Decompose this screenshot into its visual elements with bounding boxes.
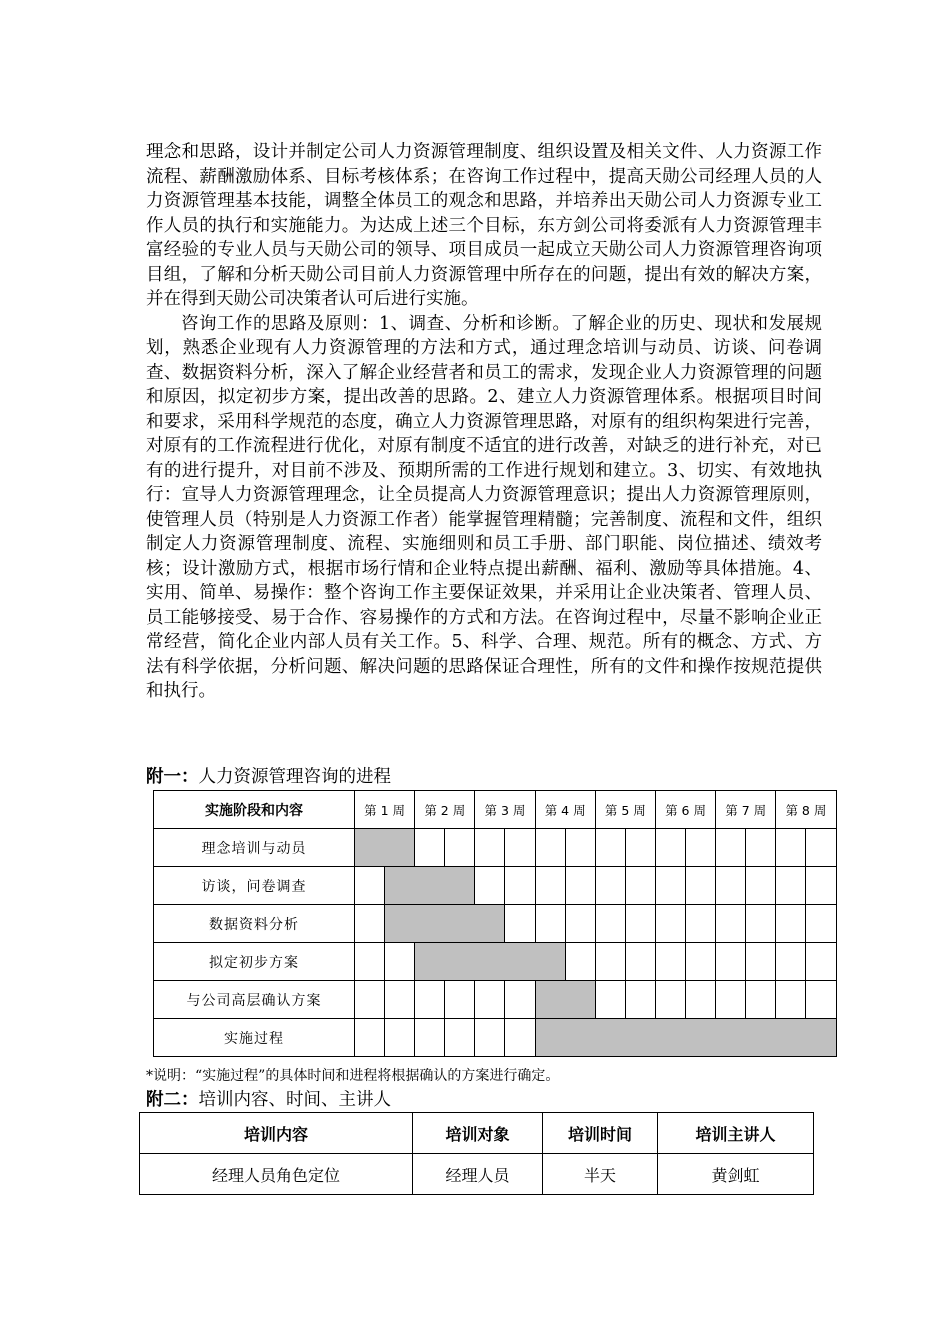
stage-column-header: 实施阶段和内容: [154, 791, 355, 829]
body-text: [146, 140, 822, 704]
appendix2-heading: [146, 1089, 391, 1111]
gantt-bar: [355, 829, 415, 867]
gantt-cell: [535, 829, 565, 867]
stage-name: 拟定初步方案: [154, 943, 355, 981]
gantt-body: [154, 829, 837, 1057]
gantt-cell: [475, 1019, 505, 1057]
gantt-cell: [505, 867, 535, 905]
training-cell: 经理人员角色定位: [140, 1154, 413, 1195]
gantt-cell: [806, 981, 836, 1019]
gantt-row: [154, 1019, 837, 1057]
gantt-header-row: [154, 791, 837, 829]
gantt-cell: [415, 1019, 445, 1057]
gantt-cell: [565, 829, 595, 867]
gantt-cell: [716, 943, 746, 981]
gantt-cell: [595, 943, 625, 981]
gantt-note: *说明：“实施过程”的具体时间和进程将根据确认的方案进行确定。: [146, 1068, 560, 1084]
gantt-cell: [806, 867, 836, 905]
gantt-cell: [776, 943, 806, 981]
gantt-cell: [475, 829, 505, 867]
gantt-cell: [355, 867, 385, 905]
gantt-cell: [686, 981, 716, 1019]
week-header: 第 4 周: [535, 791, 595, 829]
gantt-cell: [535, 905, 565, 943]
gantt-cell: [716, 981, 746, 1019]
gantt-row: [154, 981, 837, 1019]
gantt-row: [154, 905, 837, 943]
gantt-cell: [776, 829, 806, 867]
gantt-bar: [535, 981, 595, 1019]
training-cell: 半天: [543, 1154, 658, 1195]
training-column-header: 培训时间: [543, 1113, 658, 1154]
gantt-cell: [746, 905, 776, 943]
training-cell: 经理人员: [413, 1154, 543, 1195]
appendix1-heading: [146, 766, 391, 788]
gantt-table: [153, 790, 837, 1057]
gantt-cell: [505, 905, 535, 943]
gantt-cell: [595, 981, 625, 1019]
gantt-row: [154, 943, 837, 981]
gantt-bar: [385, 905, 505, 943]
gantt-cell: [625, 867, 655, 905]
gantt-cell: [746, 981, 776, 1019]
appendix2-title: 培训内容、时间、主讲人: [198, 1090, 391, 1110]
gantt-cell: [686, 867, 716, 905]
gantt-bar: [535, 1019, 836, 1057]
week-header: 第 3 周: [475, 791, 535, 829]
gantt-cell: [746, 829, 776, 867]
gantt-cell: [565, 943, 595, 981]
gantt-cell: [655, 905, 685, 943]
gantt-cell: [505, 1019, 535, 1057]
stage-name: 与公司高层确认方案: [154, 981, 355, 1019]
gantt-cell: [655, 943, 685, 981]
gantt-cell: [385, 1019, 415, 1057]
gantt-row: [154, 829, 837, 867]
gantt-cell: [806, 829, 836, 867]
gantt-bar: [385, 867, 475, 905]
gantt-cell: [746, 867, 776, 905]
week-header: 第 1 周: [355, 791, 415, 829]
training-column-header: 培训主讲人: [658, 1113, 814, 1154]
gantt-cell: [716, 829, 746, 867]
training-table: [139, 1112, 814, 1195]
gantt-cell: [716, 867, 746, 905]
gantt-cell: [806, 905, 836, 943]
gantt-cell: [445, 829, 475, 867]
week-header: 第 5 周: [595, 791, 655, 829]
paragraph-2: 咨询工作的思路及原则：1、调查、分析和诊断。了解企业的历史、现状和发展规划，熟悉企业现有人力资源管理的方法和方式，通过理念培训与动员、访谈、问卷调查、数据资料分析，深入了解企业经营者和员工的需求，发现企业人力资源管理的问题和原因，拟定初步方案，提出改善的思路。2、建立人力资源管理体系。根据项目时间和要求，采用科学规范的态度，确立人力资源管理思路，对原有的组织构架进行完善，对原有的工作流程进行优化，对原有制度不适宜的进行改善，对缺乏的进行补充，对已有的进行提升，对目前不涉及、预期所需的工作进行规划和建立。3、切实、有效地执行：宣导人力资源管理理念，让全员提高人力资源管理意识；提出人力资源管理原则，使管理人员（特别是人力资源工作者）能掌握管理精髓；完善制度、流程和文件，组织制定人力资源管理制度、流程、实施细则和员工手册、部门职能、岗位描述、绩效考核；设计激励方式，根据市场行情和企业特点提出薪酬、福利、激励等具体措施。4、实用、简单、易操作：整个咨询工作主要保证效果，并采用让企业决策者、管理人员、员工能够接受、易于合作、容易操作的方式和方法。在咨询过程中，尽量不影响企业正常经营，简化企业内部人员有关工作。5、科学、合理、规范。所有的概念、方式、方法有科学依据，分析问题、解决问题的思路保证合理性，所有的文件和操作按规范提供和执行。: [146, 313, 822, 701]
gantt-cell: [655, 981, 685, 1019]
appendix1-title: 人力资源管理咨询的进程: [198, 767, 391, 787]
gantt-cell: [655, 829, 685, 867]
gantt-cell: [625, 943, 655, 981]
week-header: 第 6 周: [655, 791, 715, 829]
paragraph-1: 理念和思路，设计并制定公司人力资源管理制度、组织设置及相关文件、人力资源工作流程、薪酬激励体系、目标考核体系；在咨询工作过程中，提高天勋公司经理人员的人力资源管理基本技能，调整全体员工的观念和思路，并培养出天勋公司人力资源专业工作人员的执行和实施能力。为达成上述三个目标，东方剑公司将委派有人力资源管理丰富经验的专业人员与天勋公司的领导、项目成员一起成立天勋公司人力资源管理咨询项目组，了解和分析天勋公司目前人力资源管理中所存在的问题，提出有效的解决方案，并在得到天勋公司决策者认可后进行实施。: [146, 142, 822, 309]
gantt-cell: [595, 905, 625, 943]
gantt-cell: [475, 981, 505, 1019]
gantt-cell: [686, 829, 716, 867]
appendix2-label: 附二：: [146, 1090, 199, 1110]
gantt-cell: [686, 905, 716, 943]
gantt-cell: [355, 905, 385, 943]
stage-name: 理念培训与动员: [154, 829, 355, 867]
gantt-cell: [445, 981, 475, 1019]
training-body: [140, 1154, 814, 1195]
stage-name: 实施过程: [154, 1019, 355, 1057]
training-cell: 黄剑虹: [658, 1154, 814, 1195]
gantt-cell: [595, 829, 625, 867]
gantt-cell: [625, 829, 655, 867]
stage-name: 访谈，问卷调查: [154, 867, 355, 905]
gantt-row: [154, 867, 837, 905]
gantt-cell: [686, 943, 716, 981]
training-column-header: 培训内容: [140, 1113, 413, 1154]
training-row: [140, 1154, 814, 1195]
gantt-cell: [415, 981, 445, 1019]
gantt-bar: [415, 943, 565, 981]
gantt-cell: [776, 905, 806, 943]
gantt-cell: [385, 981, 415, 1019]
gantt-cell: [716, 905, 746, 943]
gantt-cell: [355, 981, 385, 1019]
gantt-cell: [475, 867, 505, 905]
training-column-header: 培训对象: [413, 1113, 543, 1154]
week-header: 第 2 周: [415, 791, 475, 829]
gantt-cell: [595, 867, 625, 905]
gantt-cell: [806, 943, 836, 981]
gantt-cell: [625, 981, 655, 1019]
gantt-cell: [505, 981, 535, 1019]
gantt-cell: [776, 981, 806, 1019]
gantt-cell: [746, 943, 776, 981]
gantt-cell: [655, 867, 685, 905]
gantt-cell: [565, 905, 595, 943]
gantt-cell: [355, 1019, 385, 1057]
gantt-cell: [535, 867, 565, 905]
training-header-row: [140, 1113, 814, 1154]
gantt-cell: [355, 943, 385, 981]
gantt-cell: [415, 829, 445, 867]
gantt-cell: [505, 829, 535, 867]
gantt-cell: [625, 905, 655, 943]
gantt-cell: [445, 1019, 475, 1057]
appendix1-label: 附一：: [146, 767, 199, 787]
week-header: 第 8 周: [776, 791, 836, 829]
stage-name: 数据资料分析: [154, 905, 355, 943]
gantt-cell: [565, 867, 595, 905]
gantt-cell: [385, 943, 415, 981]
week-header: 第 7 周: [716, 791, 776, 829]
gantt-cell: [776, 867, 806, 905]
